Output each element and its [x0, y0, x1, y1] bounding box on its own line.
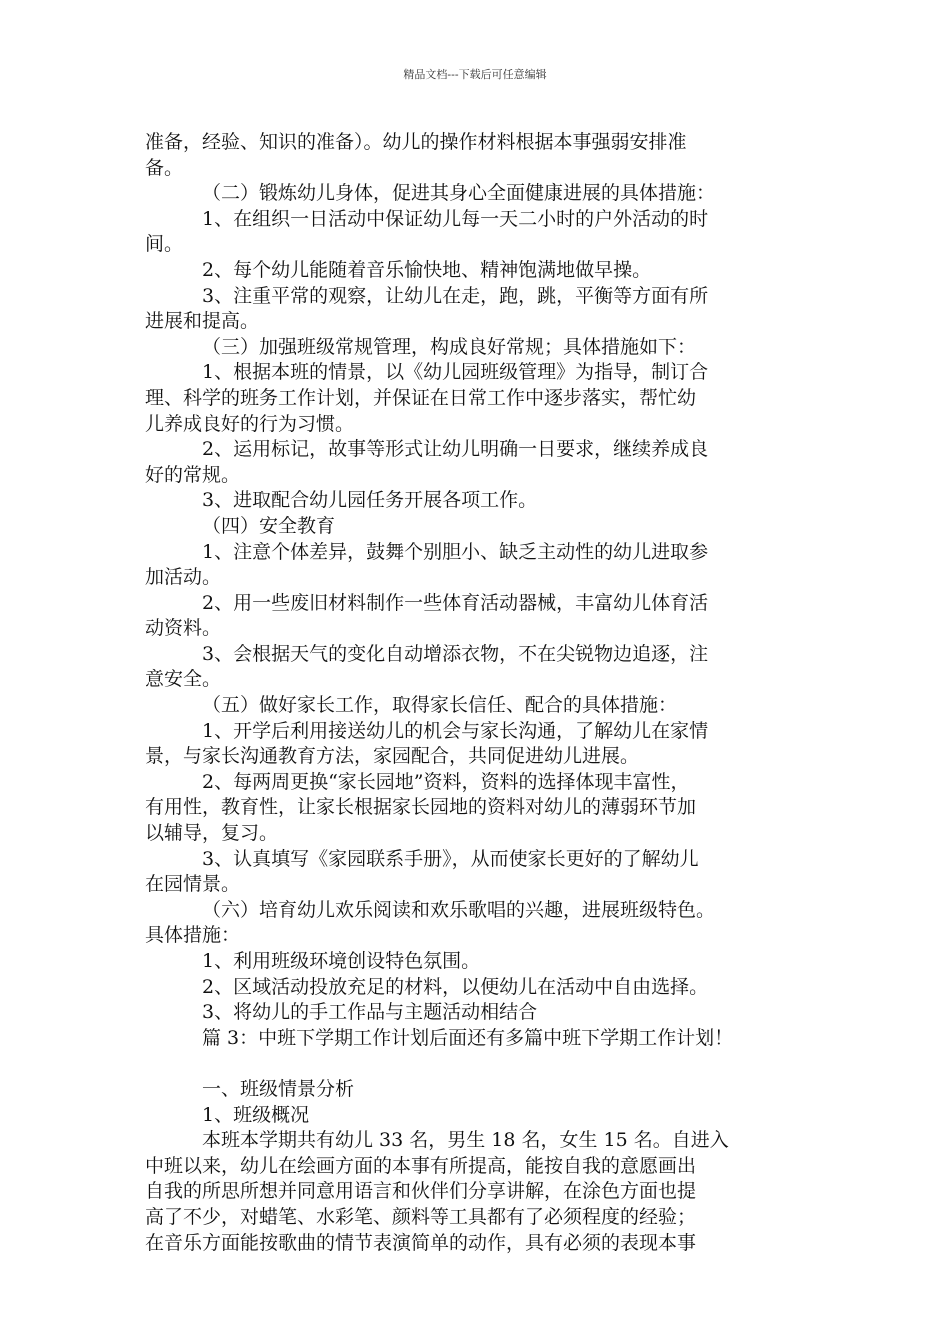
text-line: 在音乐方面能按歌曲的情节表演简单的动作，具有必须的表现本事: [145, 1231, 697, 1254]
text-line: 1、根据本班的情景，以《幼儿园班级管理》为指导，制订合: [202, 361, 709, 384]
text-line: 1、在组织一日活动中保证幼儿每一天二小时的户外活动的时: [202, 207, 709, 230]
text-line: 篇 3：中班下学期工作计划后面还有多篇中班下学期工作计划！: [202, 1026, 734, 1049]
text-line: 景，与家长沟通教育方法，家园配合，共同促进幼儿进展。: [145, 745, 640, 768]
text-line: 加活动。: [145, 566, 222, 589]
text-line: 备。: [145, 156, 184, 179]
text-line: （二）锻炼幼儿身体，促进其身心全面健康进展的具体措施：: [202, 182, 716, 205]
text-line: （五）做好家长工作，取得家长信任、配合的具体措施：: [202, 694, 678, 717]
text-line: 准备，经验、知识的准备）。幼儿的操作材料根据本事强弱安排准: [145, 131, 687, 153]
text-line: 1、开学后利用接送幼儿的机会与家长沟通，了解幼儿在家情: [202, 719, 709, 742]
text-line: 2、每个幼儿能随着音乐愉快地、精神饱满地做早操。: [202, 258, 652, 281]
text-line: 高了不少，对蜡笔、水彩笔、颜料等工具都有了必须程度的经验；: [145, 1205, 697, 1228]
text-line: 进展和提高。: [145, 310, 260, 333]
text-line: 2、用一些废旧材料制作一些体育活动器械，丰富幼儿体育活: [202, 591, 709, 614]
text-line: 1、注意个体差异，鼓舞个别胆小、缺乏主动性的幼儿进取参: [202, 540, 709, 563]
text-line: 中班以来，幼儿在绘画方面的本事有所提高，能按自我的意愿画出: [145, 1154, 697, 1177]
text-line: 一、班级情景分析: [202, 1077, 355, 1100]
text-line: （四）安全教育: [202, 514, 336, 537]
text-line: 3、认真填写《家园联系手册》，从而使家长更好的了解幼儿: [202, 847, 699, 870]
text-line: 间。: [145, 233, 184, 256]
text-line: 理、科学的班务工作计划，并保证在日常工作中逐步落实，帮忙幼: [145, 386, 697, 409]
text-line: 具体措施：: [145, 924, 241, 947]
text-line: 1、班级概况: [202, 1103, 310, 1126]
text-line: （六）培育幼儿欢乐阅读和欢乐歌唱的兴趣，进展班级特色。: [202, 898, 716, 921]
text-line: 2、区域活动投放充足的材料，以便幼儿在活动中自由选择。: [202, 975, 709, 998]
text-line: 儿养成良好的行为习惯。: [145, 412, 355, 435]
text-line: （三）加强班级常规管理，构成良好常规；具体措施如下：: [202, 335, 697, 358]
text-line: 有用性，教育性，让家长根据家长园地的资料对幼儿的薄弱环节加: [145, 796, 697, 819]
text-line: 以辅导，复习。: [145, 822, 279, 845]
text-line: 1、利用班级环境创设特色氛围。: [202, 950, 481, 972]
text-line: 本班本学期共有幼儿 33 名，男生 18 名，女生 15 名。自进入: [202, 1129, 729, 1152]
page-header: 精品文档---下载后可任意编辑: [403, 68, 547, 81]
text-line: 3、会根据天气的变化自动增添衣物，不在尖锐物边追逐，注: [202, 642, 709, 665]
text-line: 3、注重平常的观察，让幼儿在走，跑，跳，平衡等方面有所: [202, 284, 709, 307]
text-line: 2、每两周更换“家长园地”资料，资料的选择体现丰富性，: [202, 770, 690, 793]
text-line: 好的常规。: [145, 463, 241, 486]
text-line: 3、将幼儿的手工作品与主题活动相结合: [202, 1001, 538, 1024]
text-line: 3、进取配合幼儿园任务开展各项工作。: [202, 489, 538, 512]
document-body: [145, 130, 813, 1256]
text-line: 意安全。: [145, 668, 222, 691]
text-line: 动资料。: [145, 617, 222, 640]
text-line: 2、运用标记，故事等形式让幼儿明确一日要求，继续养成良: [202, 438, 709, 461]
text-line: 在园情景。: [145, 873, 241, 896]
text-line: 自我的所思所想并同意用语言和伙伴们分享讲解，在涂色方面也提: [145, 1180, 697, 1203]
blank-line: [145, 1051, 813, 1077]
